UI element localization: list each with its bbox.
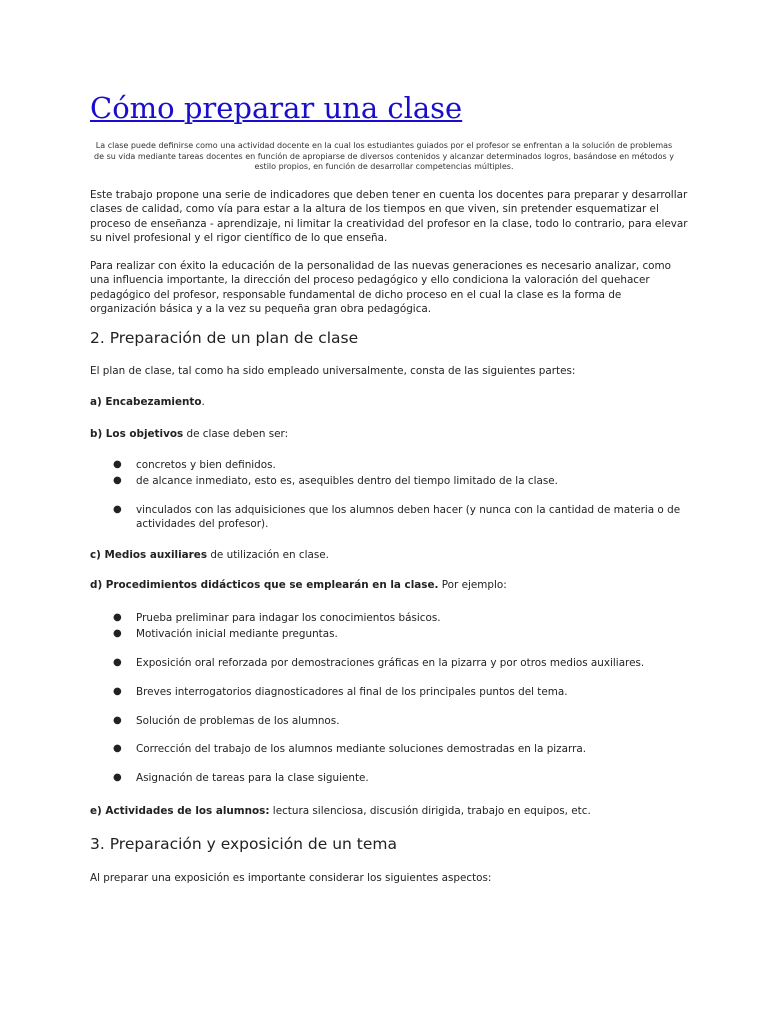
bullet-icon: ●: [113, 459, 122, 470]
bullet-icon: ●: [113, 475, 122, 486]
bullet-icon: ●: [113, 772, 122, 783]
intro-summary: La clase puede definirse como una actividad docente en la cual los estudiantes guiados por el profesor se enfrentan a la solución de problemas de su vida mediante tareas docentes en función de apropiarse de diversos contenidos y alcanzar determinados logros, basándose en métodos y estilo propios, en función de desarrollar competencias múltiples.: [94, 141, 674, 171]
procedure-item: Motivación inicial mediante preguntas.: [136, 628, 338, 640]
procedure-item: Breves interrogatorios diagnosticadores al final de los principales puntos del tema.: [136, 686, 568, 698]
procedure-item: Solución de problemas de los alumnos.: [136, 715, 340, 727]
item-e: [90, 804, 591, 818]
item-e-label: e) Actividades de los alumnos:: [90, 805, 270, 817]
section-2-heading: 2. Preparación de un plan de clase: [90, 329, 359, 347]
page-title[interactable]: Cómo preparar una clase: [90, 91, 463, 125]
paragraph-1: Este trabajo propone una serie de indicadores que deben tener en cuenta los docentes para preparar y desarrollar clases de calidad, como vía para estar a la altura de los tiempos en que viven, sin pretender esquematizar el proceso de enseñanza - aprendizaje, ni limitar la creatividad del profesor en la clase, todo lo contrario, para elevar su nivel profesional y el rigor científico de lo que enseña.: [90, 189, 688, 245]
bullet-icon: ●: [113, 657, 122, 668]
item-b-label: b) Los objetivos: [90, 428, 184, 440]
item-a: [90, 395, 205, 409]
objective-item: vinculados con las adquisiciones que los alumnos deben hacer (y nunca con la cantidad de materia o de actividades del profesor).: [136, 504, 681, 531]
bullet-icon: ●: [113, 504, 122, 515]
item-d-label: d) Procedimientos didácticos que se emplearán en la clase.: [90, 579, 439, 591]
item-a-text: .: [201, 396, 205, 408]
bullet-icon: ●: [113, 612, 122, 623]
objective-item: de alcance inmediato, esto es, asequibles dentro del tiempo limitado de la clase.: [136, 475, 558, 487]
item-a-label: a) Encabezamiento: [90, 396, 202, 408]
item-c-text: de utilización en clase.: [207, 549, 329, 561]
bullet-icon: ●: [113, 715, 122, 726]
procedure-item: Prueba preliminar para indagar los conocimientos básicos.: [136, 612, 441, 624]
item-b: [90, 427, 288, 441]
bullet-icon: ●: [113, 743, 122, 754]
section-3-heading: 3. Preparación y exposición de un tema: [90, 835, 398, 853]
procedure-item: Exposición oral reforzada por demostraciones gráficas en la pizarra y por otros medios auxiliares.: [136, 657, 645, 669]
item-d-text: Por ejemplo:: [438, 579, 507, 591]
item-b-text: de clase deben ser:: [183, 428, 289, 440]
item-c: [90, 548, 329, 562]
procedure-item: Corrección del trabajo de los alumnos mediante soluciones demostradas en la pizarra.: [136, 743, 587, 755]
objective-item: concretos y bien definidos.: [136, 459, 276, 471]
item-d: [90, 578, 507, 592]
procedure-item: Asignación de tareas para la clase siguiente.: [136, 772, 369, 784]
bullet-icon: ●: [113, 628, 122, 639]
section-2-intro: El plan de clase, tal como ha sido empleado universalmente, consta de las siguientes partes:: [90, 365, 576, 377]
item-c-label: c) Medios auxiliares: [90, 549, 208, 561]
paragraph-2: Para realizar con éxito la educación de la personalidad de las nuevas generaciones es necesario analizar, como una influencia importante, la dirección del proceso pedagógico y ello condiciona la valoración del quehacer pedagógico del profesor, responsable fundamental de dicho proceso en el cual la clase es la forma de organización básica y a la vez su pequeña gran obra pedagógica.: [90, 260, 671, 316]
bullet-icon: ●: [113, 686, 122, 697]
item-e-text: lectura silenciosa, discusión dirigida, trabajo en equipos, etc.: [269, 805, 591, 817]
section-3-intro: Al preparar una exposición es importante considerar los siguientes aspectos:: [90, 872, 492, 884]
